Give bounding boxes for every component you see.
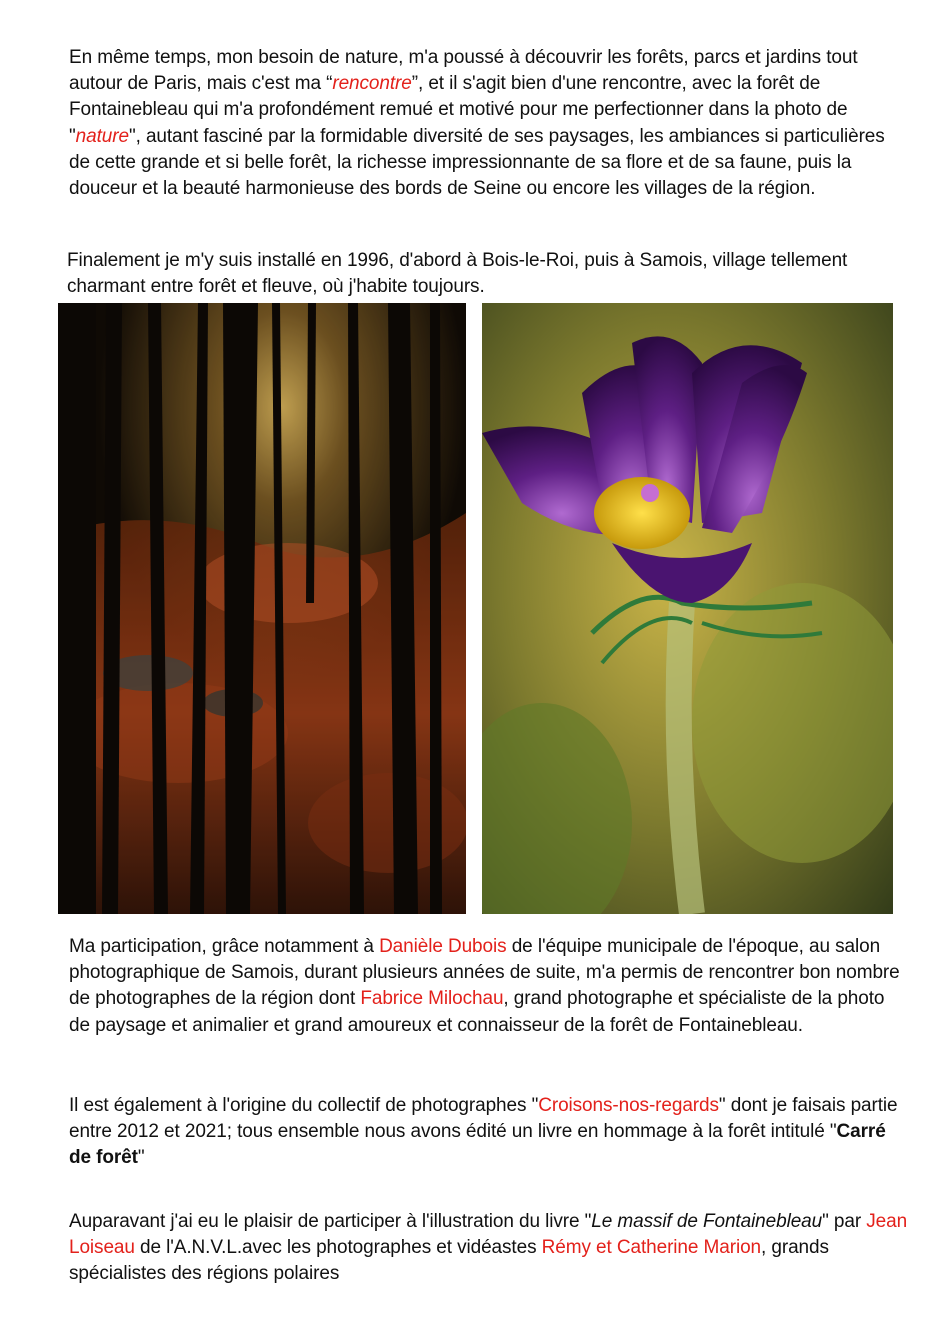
para3-text-2: de l'équipe municipale de l'époque, au salon photographique de Samois, durant plusieurs années de suite, m'a permis de rencontrer bon nombre de photographes de la région dont: [69, 936, 900, 1010]
para3-text-3: , grand photographe et spécialiste de la photo de paysage et animalier et grand amoureux et connaisseur de la forêt de Fontainebleau.: [69, 988, 885, 1036]
para2-text: Finalement je m'y suis installé en 1996, d'abord à Bois-le-Roi, puis à Samois, village tellement charmant entre forêt et fleuve, où j'habite toujours.: [67, 250, 848, 298]
book-title-carre-de-foret: Carré de forêt: [69, 1121, 886, 1169]
para4-text-3: ": [137, 1147, 145, 1169]
para3-text-1: Ma participation, grâce notamment à: [69, 936, 380, 957]
rencontre-highlight: rencontre: [332, 73, 412, 95]
link-jean-loiseau[interactable]: Jean Loiseau: [69, 1211, 908, 1259]
link-remy-catherine-marion[interactable]: Rémy et Catherine Marion: [541, 1237, 762, 1259]
pasque-flower-photo: [482, 303, 893, 914]
link-fabrice-milochau[interactable]: Fabrice Milochau: [360, 988, 504, 1010]
nature-highlight: nature: [75, 125, 129, 147]
paragraph-collective: [69, 1093, 909, 1172]
link-daniele-dubois[interactable]: Danièle Dubois: [379, 936, 507, 957]
book-title-massif: Le massif de Fontainebleau: [591, 1211, 823, 1232]
para4-text-1: Il est également à l'origine du collectif de photographes ": [69, 1095, 539, 1116]
paragraph-nature-discovery: [69, 45, 909, 202]
link-croisons-nos-regards[interactable]: Croisons-nos-regards: [538, 1095, 719, 1116]
para1-text-3: ", autant fasciné par la formidable diversité de ses paysages, les ambiances si particulières de cette grande et si belle forêt, la richesse impressionnante de sa flore et de sa faune, puis la douceur et la beauté harmonieuse des bords de Seine ou encore les villages de la région.: [69, 125, 885, 200]
paragraph-participation: [69, 934, 909, 1039]
para5-text-3: de l'A.N.V.L.avec les photographes et vidéastes: [134, 1237, 542, 1259]
paragraph-installation: [67, 248, 867, 300]
paragraph-book-illustration: [69, 1209, 909, 1288]
para1-text-2: ”, et il s'agit bien d'une rencontre, avec la forêt de Fontainebleau qui m'a profondément remué et motivé pour me perfectionner dans la photo de ": [69, 73, 848, 147]
para5-text-1: Auparavant j'ai eu le plaisir de participer à l'illustration du livre ": [69, 1211, 592, 1232]
para1-text-1: En même temps, mon besoin de nature, m'a poussé à découvrir les forêts, parcs et jardins tout autour de Paris, mais c'est ma “: [69, 47, 858, 95]
forest-photo: [58, 303, 466, 914]
para5-text-4: , grands spécialistes des régions polaires: [69, 1237, 829, 1285]
para5-text-2: " par: [822, 1211, 867, 1232]
para4-text-2: " dont je faisais partie entre 2012 et 2021; tous ensemble nous avons édité un livre en hommage à la forêt intitulé ": [69, 1095, 898, 1143]
